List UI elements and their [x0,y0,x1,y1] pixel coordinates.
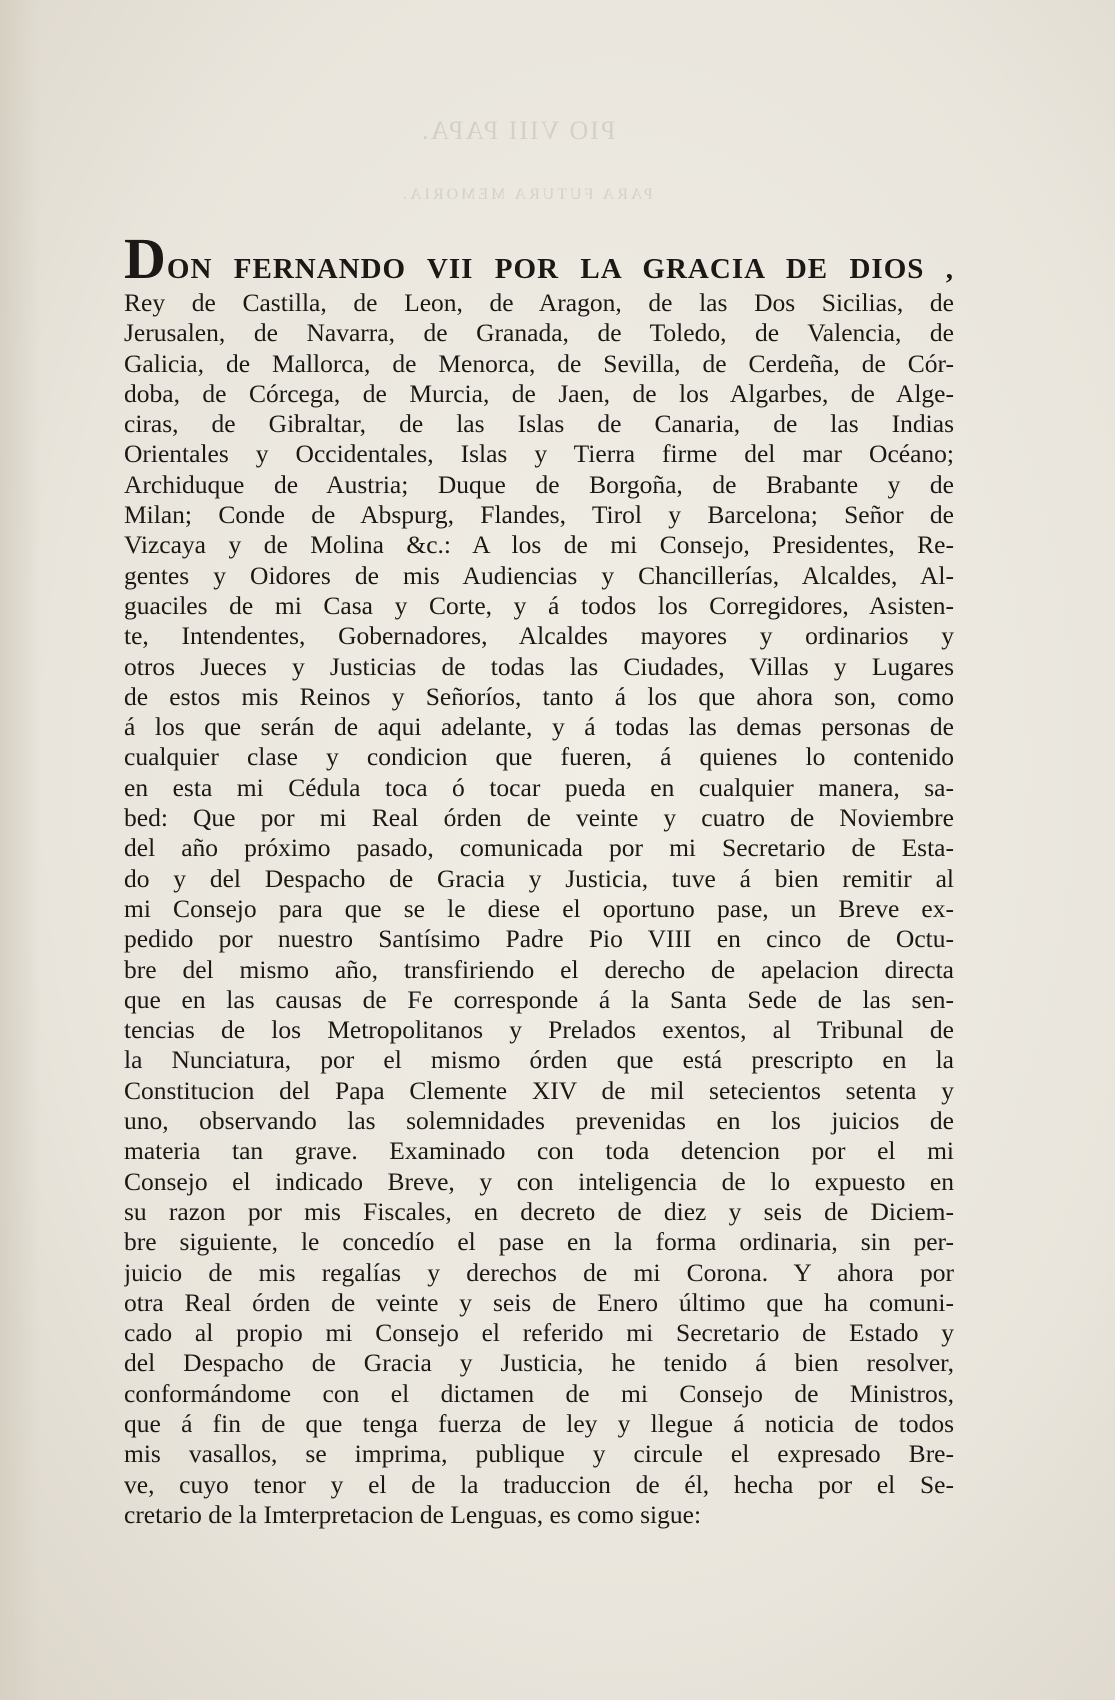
text-line: tencias de los Metropolitanos y Prelados exentos, al Tribunal de [124,1015,954,1045]
text-line: uno, observando las solemnidades prevenidas en los juicios de [124,1106,954,1136]
bleedthrough-heading: PIO VIII PAPA. [420,116,616,145]
text-line: Jerusalen, de Navarra, de Granada, de Toledo, de Valencia, de [124,318,954,348]
text-line: que en las causas de Fe corresponde á la Santa Sede de las sen- [124,984,954,1014]
text-line: que á fin de que tenga fuerza de ley y llegue á noticia de todos [124,1408,954,1438]
text-line: Rey de Castilla, de Leon, de Aragon, de las Dos Sicilias, de [124,288,954,317]
text-line: del año próximo pasado, comunicada por mi Secretario de Esta- [124,833,954,863]
text-line: gentes y Oidores de mis Audiencias y Chancillerías, Alcaldes, Al- [124,560,954,590]
text-line: mis vasallos, se imprima, publique y circule el expresado Bre- [124,1439,954,1469]
body-text [124,230,954,1530]
text-line: Vizcaya y de Molina &c.: A los de mi Consejo, Presidentes, Re- [124,530,954,560]
text-line: cado al propio mi Consejo el referido mi Secretario de Estado y [124,1318,954,1348]
bleedthrough-subheading: PARA FUTURA MEMORIA. [400,186,653,203]
drop-cap: D [124,230,167,288]
text-line: mi Consejo para que se le diese el oportuno pase, un Breve ex- [124,893,954,923]
opening-text: ON FERNANDO VII POR LA GRACIA DE DIOS , [166,253,954,285]
text-line: á los que serán de aqui adelante, y á todas las demas personas de [124,712,954,742]
text-line: su razon por mis Fiscales, en decreto de diez y seis de Diciem- [124,1196,954,1226]
page-fold-shadow [0,0,40,1700]
text-line: juicio de mis regalías y derechos de mi Corona. Y ahora por [124,1257,954,1287]
text-line: bre del mismo año, transfiriendo el derecho de apelacion directa [124,954,954,984]
opening-line [124,230,954,288]
text-line: materia tan grave. Examinado con toda detencion por el mi [124,1136,954,1166]
text-line: Galicia, de Mallorca, de Menorca, de Sevilla, de Cerdeña, de Cór- [124,348,954,378]
text-line: otros Jueces y Justicias de todas las Ciudades, Villas y Lugares [124,651,954,681]
text-line: pedido por nuestro Santísimo Padre Pio VIII en cinco de Octu- [124,924,954,954]
text-line: conformándome con el dictamen de mi Consejo de Ministros, [124,1378,954,1408]
text-lines [124,288,954,1530]
text-line: ciras, de Gibraltar, de las Islas de Canaria, de las Indias [124,409,954,439]
text-line: otra Real órden de veinte y seis de Enero último que ha comuni- [124,1287,954,1317]
text-line: Orientales y Occidentales, Islas y Tierra firme del mar Océano; [124,439,954,469]
text-line: Constitucion del Papa Clemente XIV de mil setecientos setenta y [124,1075,954,1105]
text-line: en esta mi Cédula toca ó tocar pueda en cualquier manera, sa- [124,772,954,802]
text-line: Milan; Conde de Abspurg, Flandes, Tirol y Barcelona; Señor de [124,500,954,530]
text-line: la Nunciatura, por el mismo órden que está prescripto en la [124,1045,954,1075]
text-line: cretario de la Imterpretacion de Lenguas, es como sigue: [124,1499,702,1529]
text-line: cualquier clase y condicion que fueren, á quienes lo contenido [124,742,954,772]
text-line: doba, de Córcega, de Murcia, de Jaen, de los Algarbes, de Alge- [124,378,954,408]
text-line: bre siguiente, le concedío el pase en la forma ordinaria, sin per- [124,1227,954,1257]
text-line: Archiduque de Austria; Duque de Borgoña, de Brabante y de [124,469,954,499]
text-line: te, Intendentes, Gobernadores, Alcaldes mayores y ordinarios y [124,621,954,651]
text-line: guaciles de mi Casa y Corte, y á todos los Corregidores, Asisten- [124,590,954,620]
text-line: del Despacho de Gracia y Justicia, he tenido á bien resolver, [124,1348,954,1378]
text-line: bed: Que por mi Real órden de veinte y cuatro de Noviembre [124,803,954,833]
text-line: de estos mis Reinos y Señoríos, tanto á los que ahora son, como [124,681,954,711]
text-line: Consejo el indicado Breve, y con inteligencia de lo expuesto en [124,1166,954,1196]
text-line: do y del Despacho de Gracia y Justicia, tuve á bien remitir al [124,863,954,893]
text-line: ve, cuyo tenor y el de la traduccion de él, hecha por el Se- [124,1469,954,1499]
